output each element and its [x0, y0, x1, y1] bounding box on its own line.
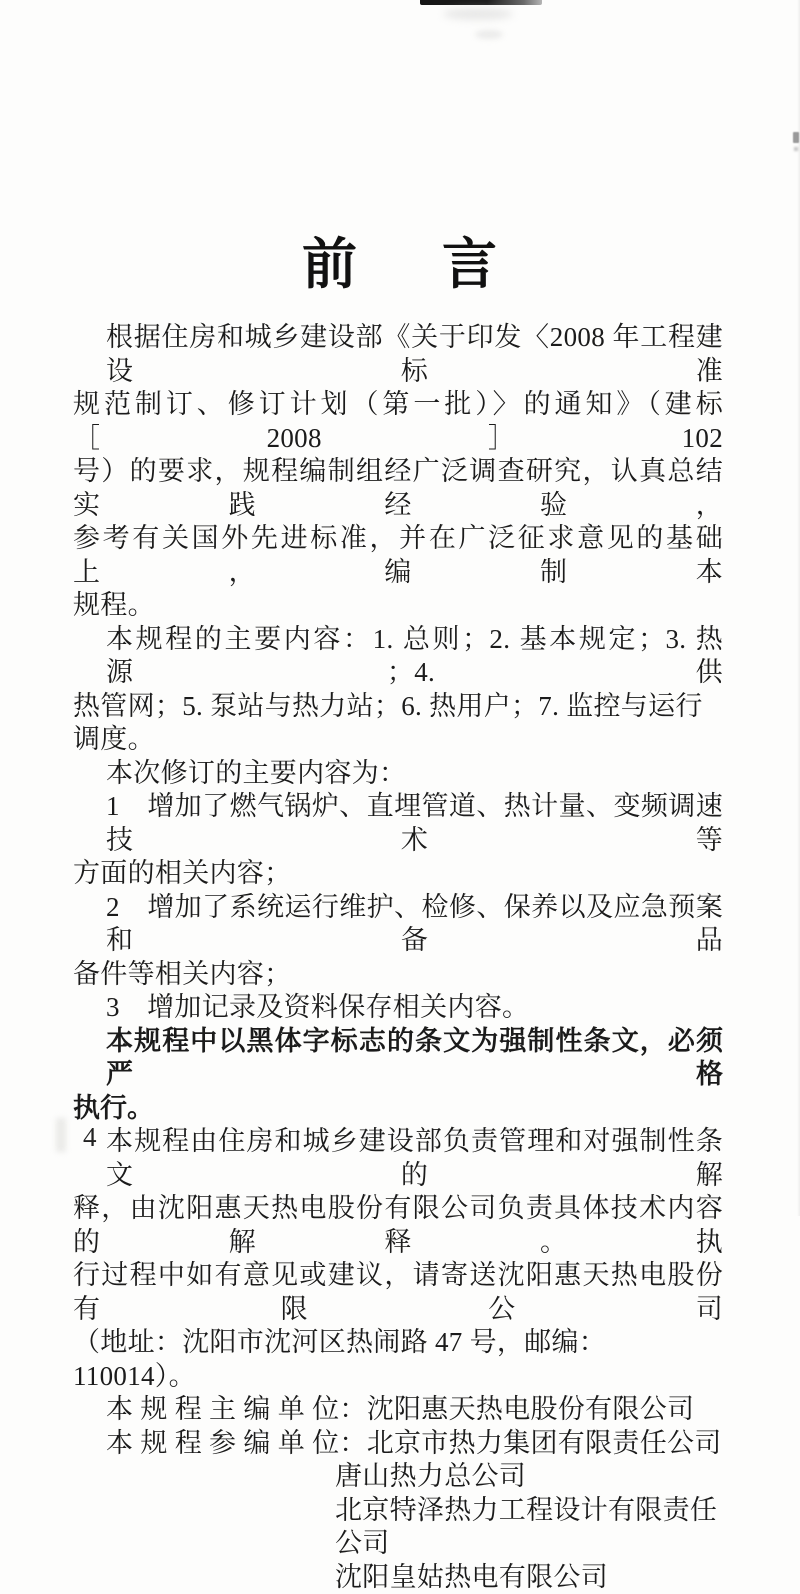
- scan-artifact-top-bar: [420, 0, 542, 5]
- text-line: 唐山热力总公司: [73, 1460, 723, 1494]
- text-line: （地址：沈阳市沈河区热闹路 47 号，邮编：110014）。: [73, 1326, 723, 1393]
- scan-artifact-smudge: [475, 30, 503, 39]
- text-line: 沈阳皇姑热电有限公司: [73, 1561, 723, 1594]
- text-line: 本 规 程 主 编 单 位：沈阳惠天热电股份有限公司: [73, 1393, 723, 1427]
- text-line: 行过程中如有意见或建议，请寄送沈阳惠天热电股份有限公司: [73, 1259, 723, 1326]
- scan-artifact-smudge: [56, 1118, 66, 1152]
- text-line: 本 规 程 参 编 单 位：北京市热力集团有限责任公司: [73, 1427, 723, 1461]
- page-title: [0, 220, 800, 299]
- text-line: 北京特泽热力工程设计有限责任公司: [73, 1494, 723, 1561]
- text-line: 参考有关国外先进标准，并在广泛征求意见的基础上，编制本: [73, 522, 723, 589]
- text-line: 3 增加记录及资料保存相关内容。: [73, 991, 723, 1025]
- text-line: 本规程的主要内容：1. 总则；2. 基本规定；3. 热源；4. 供: [73, 623, 723, 690]
- text-line: 本规程由住房和城乡建设部负责管理和对强制性条文的解: [73, 1125, 723, 1192]
- text-line: 备件等相关内容；: [73, 958, 723, 992]
- text-line: 本次修订的主要内容为：: [73, 757, 723, 791]
- document-body: [73, 321, 723, 1594]
- text-line: 释，由沈阳惠天热电股份有限公司负责具体技术内容的解释。执: [73, 1192, 723, 1259]
- scan-artifact-smudge: [443, 8, 513, 20]
- text-line: 本规程中以黑体字标志的条文为强制性条文，必须严格: [73, 1025, 723, 1092]
- page-number: 4: [83, 1122, 97, 1153]
- text-line: 执行。: [73, 1092, 723, 1126]
- title-char-first: 前: [302, 220, 358, 299]
- text-line: 1 增加了燃气锅炉、直埋管道、热计量、变频调速技术等: [73, 790, 723, 857]
- text-line: 热管网；5. 泵站与热力站；6. 热用户；7. 监控与运行调度。: [73, 690, 723, 757]
- text-line: 方面的相关内容；: [73, 857, 723, 891]
- title-char-second: 言: [442, 220, 498, 299]
- text-line: 2 增加了系统运行维护、检修、保养以及应急预案和备品: [73, 891, 723, 958]
- text-line: 号）的要求，规程编制组经广泛调查研究，认真总结实践经验，: [73, 455, 723, 522]
- text-line: 根据住房和城乡建设部《关于印发〈2008 年工程建设标准: [73, 321, 723, 388]
- text-line: 规范制订、修订计划（第一批）〉的通知》（建标［2008］102: [73, 388, 723, 455]
- text-line: 规程。: [73, 589, 723, 623]
